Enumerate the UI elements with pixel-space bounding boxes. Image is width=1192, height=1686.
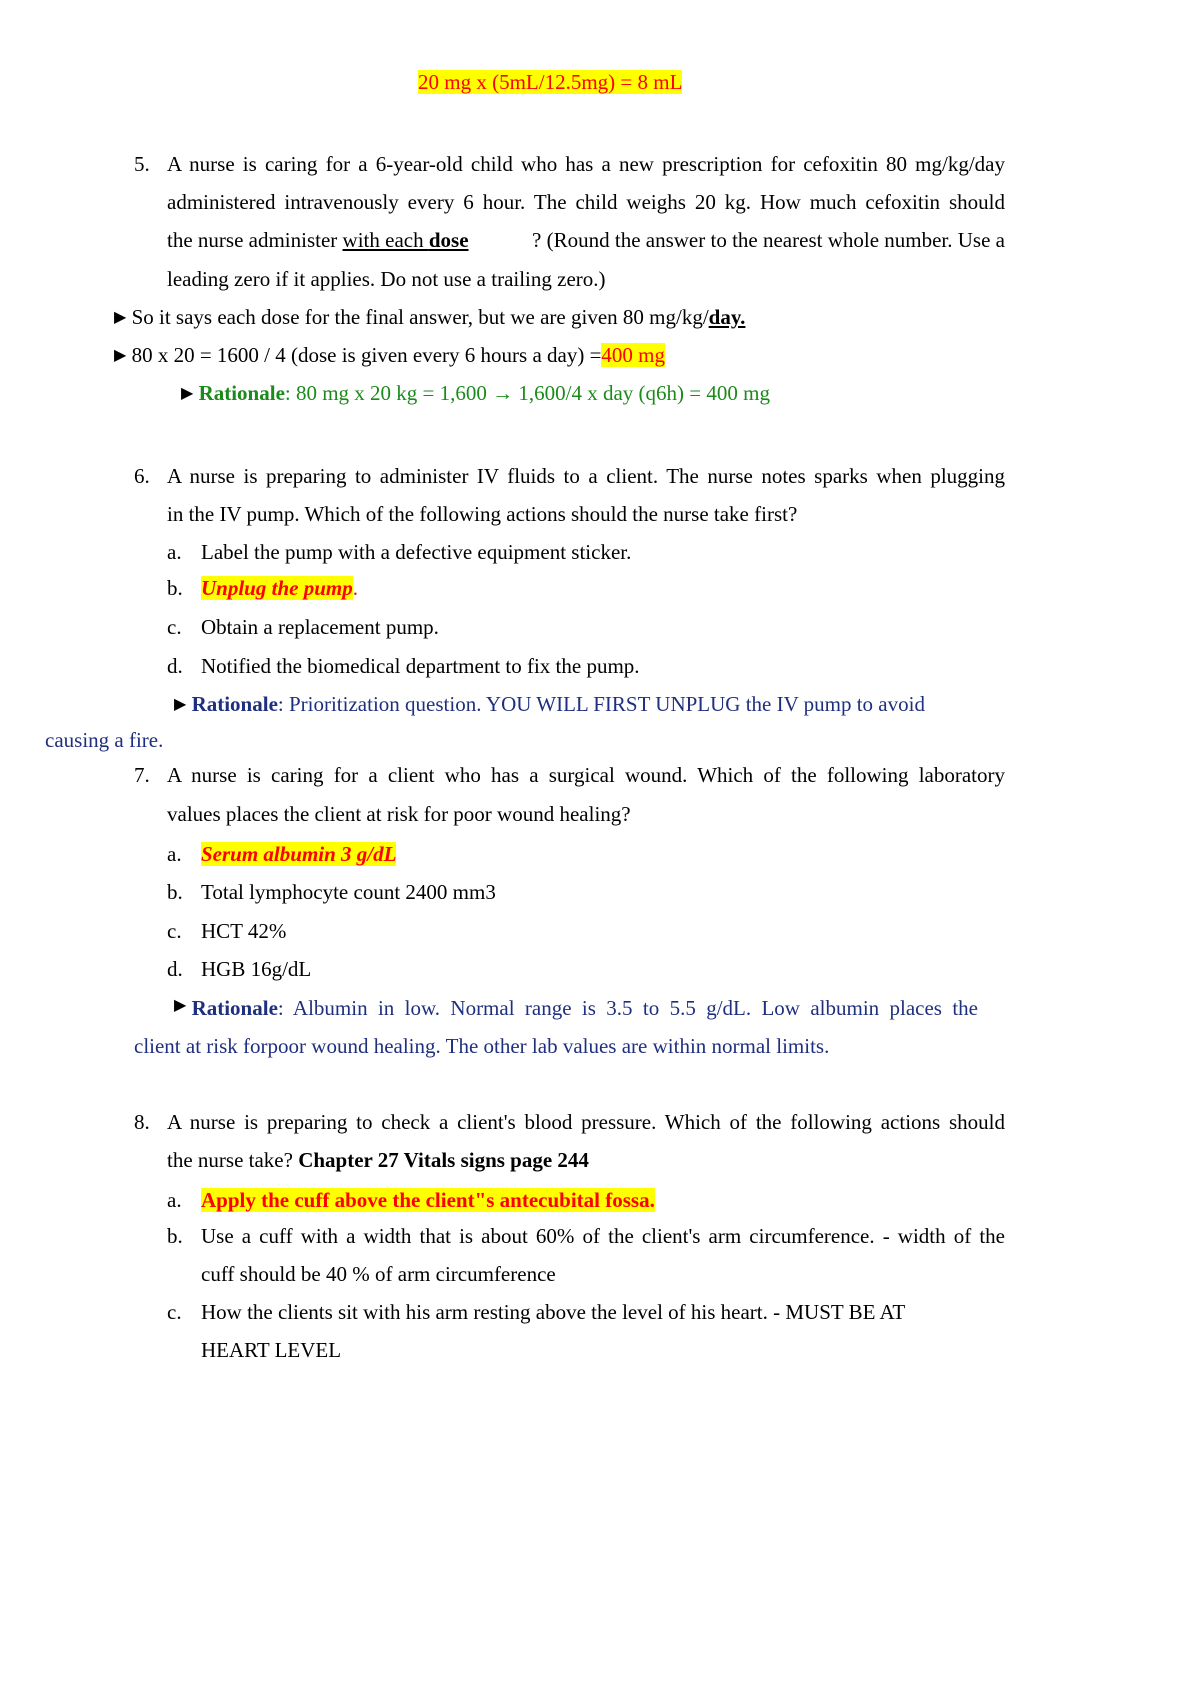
- right-triangle-icon: ▶: [174, 696, 187, 713]
- q8-option-c: c.: [167, 1300, 182, 1324]
- q6-number: 6.: [134, 464, 150, 488]
- right-triangle-icon: ▶: [114, 347, 127, 364]
- right-arrow-icon: →: [492, 381, 514, 405]
- q8-option-b-text: Use a cuff with a width that is about 60% of the client's arm circumference. - width of the: [201, 1224, 1005, 1248]
- q8-option-c-text: How the clients sit with his arm resting above the level of his heart. - MUST BE AT: [201, 1300, 906, 1324]
- q7-rationale: ▶ Rationale : Albumin in low. Normal range is 3.5 to 5.5 g/dL. Low albumin places the: [174, 996, 978, 1020]
- q8-line2: the nurse take? Chapter 27 Vitals signs page 244: [167, 1148, 589, 1172]
- q7-number: 7.: [134, 763, 150, 787]
- q6-option-b-text: Unplug the pump.: [201, 576, 358, 600]
- q5-line4: leading zero if it applies. Do not use a trailing zero.): [167, 267, 606, 291]
- right-triangle-icon: ▶: [174, 997, 187, 1014]
- q6-option-c-text: Obtain a replacement pump.: [201, 615, 439, 639]
- q6-option-a-text: Label the pump with a defective equipment sticker.: [201, 540, 632, 564]
- q8-line1: A nurse is preparing to check a client's blood pressure. Which of the following actions should: [167, 1110, 1005, 1134]
- q7-option-b: b.: [167, 880, 183, 904]
- q5-line1: A nurse is caring for a 6-year-old child who has a new prescription for cefoxitin 80 mg/kg/day: [167, 152, 1005, 176]
- q7-option-a: a.: [167, 842, 182, 866]
- q6-rationale-cont: causing a fire.: [45, 728, 164, 752]
- q5-bullet2: ▶ 80 x 20 = 1600 / 4 (dose is given every 6 hours a day) =400 mg: [114, 343, 666, 367]
- q8-option-a: a.: [167, 1188, 182, 1212]
- q7-line2: values places the client at risk for poor wound healing?: [167, 802, 631, 826]
- q5-rationale: ▶ Rationale: 80 mg x 20 kg = 1,600 → 1,600/4 x day (q6h) = 400 mg: [181, 381, 770, 405]
- q6-line1: A nurse is preparing to administer IV fluids to a client. The nurse notes sparks when plugging: [167, 464, 1005, 488]
- q7-option-d: d.: [167, 957, 183, 981]
- q8-option-c-text2: HEART LEVEL: [201, 1338, 342, 1362]
- q7-option-d-text: HGB 16g/dL: [201, 957, 312, 981]
- q7-option-a-text: Serum albumin 3 g/dL: [201, 842, 397, 866]
- q6-option-a: a.: [167, 540, 182, 564]
- q6-line2: in the IV pump. Which of the following actions should the nurse take first?: [167, 502, 798, 526]
- q7-option-c-text: HCT 42%: [201, 919, 287, 943]
- q5-line3: the nurse administer with each dose ? (Round the answer to the nearest whole number. Use a: [167, 228, 1005, 252]
- q5-line2: administered intravenously every 6 hour. The child weighs 20 kg. How much cefoxitin should: [167, 190, 1005, 214]
- q5-number: 5.: [134, 152, 150, 176]
- q6-option-c: c.: [167, 615, 182, 639]
- q8-option-b: b.: [167, 1224, 183, 1248]
- right-triangle-icon: ▶: [114, 309, 127, 326]
- q7-option-c: c.: [167, 919, 182, 943]
- q6-rationale: ▶ Rationale: Prioritization question. YOU WILL FIRST UNPLUG the IV pump to avoid: [174, 692, 925, 716]
- q6-option-d-text: Notified the biomedical department to fix the pump.: [201, 654, 640, 678]
- q6-option-b: b.: [167, 576, 183, 600]
- q8-number: 8.: [134, 1110, 150, 1134]
- q7-rationale-cont: client at risk forpoor wound healing. The other lab values are within normal limits.: [134, 1034, 830, 1058]
- q7-line1: A nurse is caring for a client who has a surgical wound. Which of the following laboratory: [167, 763, 1005, 787]
- q6-option-d: d.: [167, 654, 183, 678]
- top-formula: 20 mg x (5mL/12.5mg) = 8 mL: [418, 70, 683, 94]
- q8-option-b-text2: cuff should be 40 % of arm circumference: [201, 1262, 556, 1286]
- right-triangle-icon: ▶: [181, 385, 194, 402]
- q5-bullet1: ▶ So it says each dose for the final answer, but we are given 80 mg/kg/day.: [114, 305, 746, 329]
- q8-option-a-text: Apply the cuff above the client"s antecubital fossa.: [201, 1188, 655, 1212]
- q7-option-b-text: Total lymphocyte count 2400 mm3: [201, 880, 496, 904]
